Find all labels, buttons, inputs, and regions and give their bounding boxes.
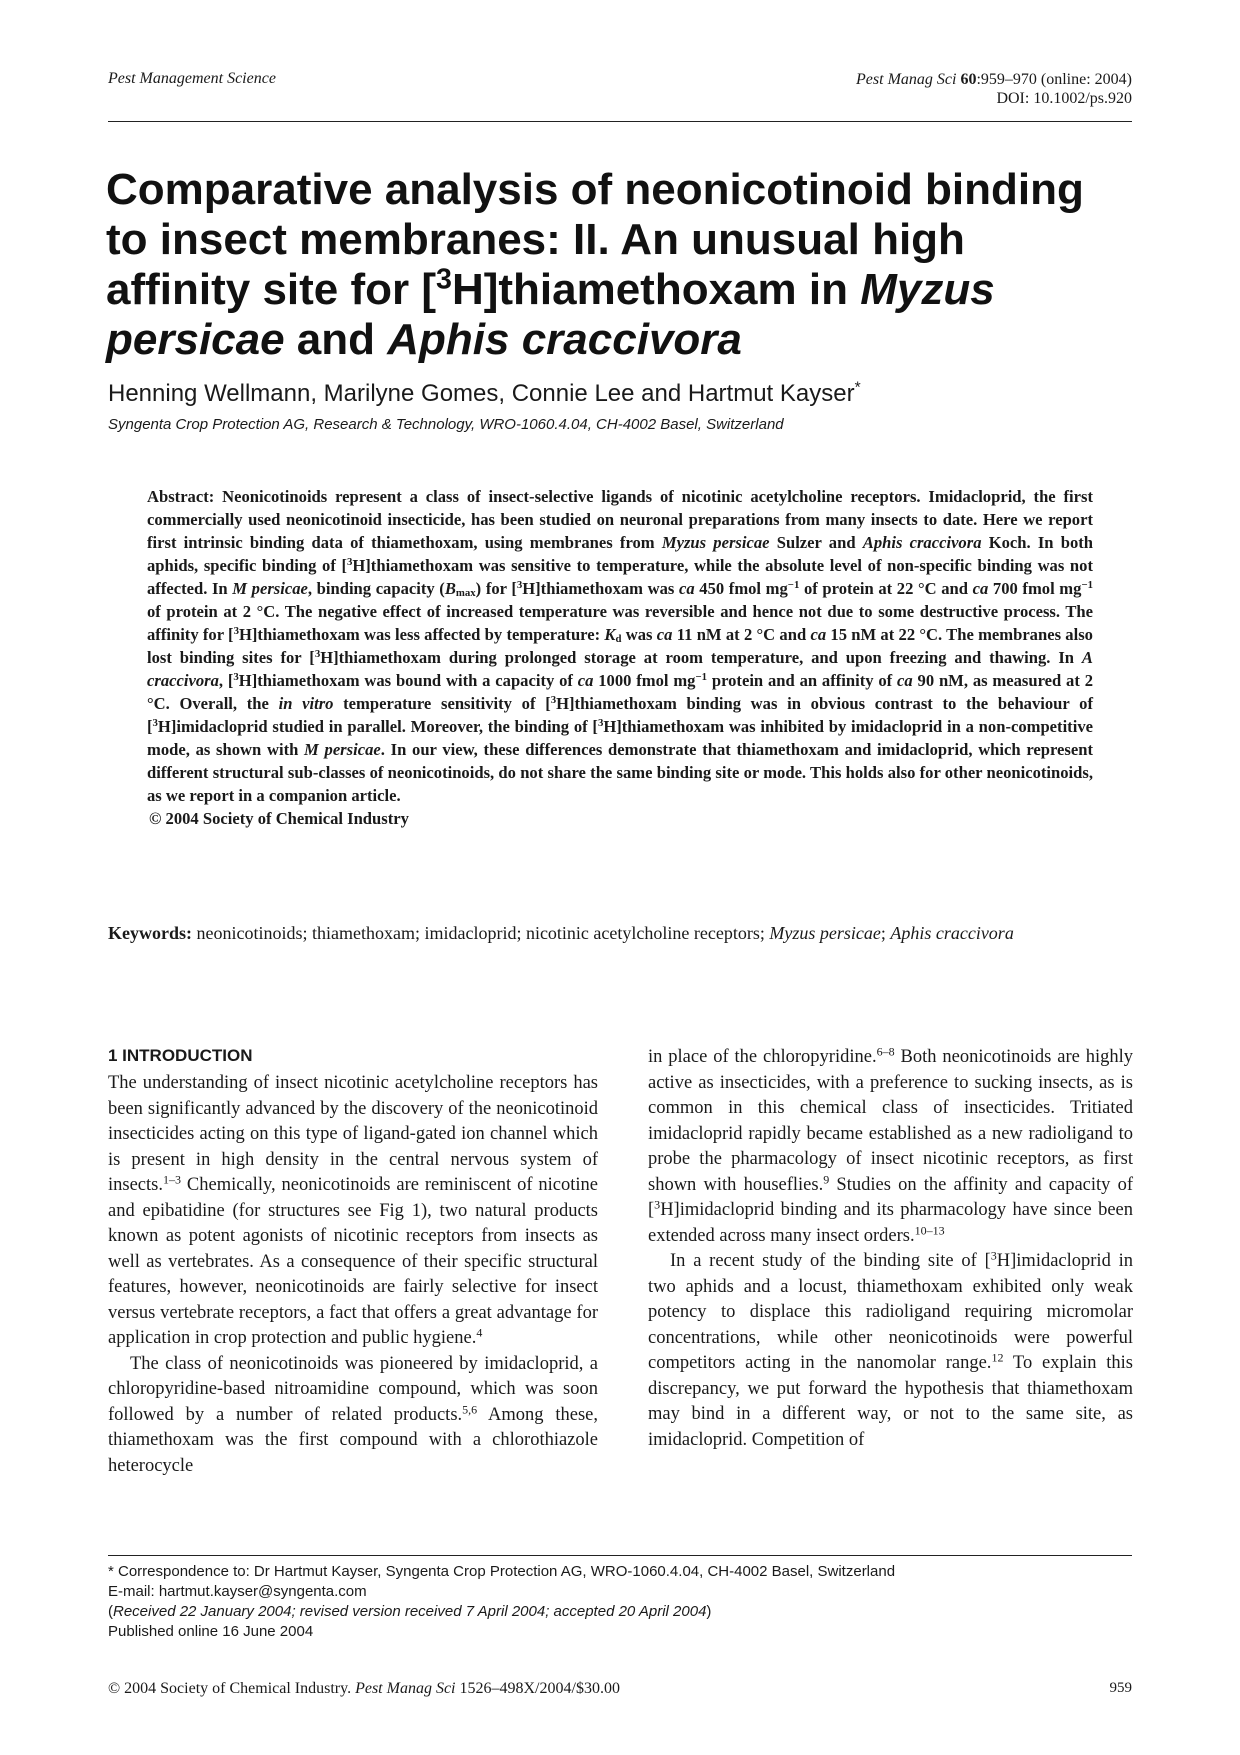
species-name: M persicae — [304, 740, 381, 759]
received-text: Received 22 January 2004; revised version received 7 April 2004; accepted 20 April 2004 — [113, 1603, 707, 1620]
isotope-superscript: 3 — [152, 717, 158, 730]
isotope-superscript: 3 — [233, 671, 239, 684]
abstract-text: of protein at 22 °C and — [799, 579, 973, 598]
reference: 12 — [991, 1350, 1004, 1365]
reference: 10–13 — [914, 1222, 945, 1237]
keyword-species: Myzus persicae — [769, 923, 881, 943]
body-column-right — [648, 1045, 1133, 1453]
article-title — [106, 165, 1136, 365]
abstract-text: Koch. In both aphids, specific binding of [ — [147, 533, 1094, 575]
abstract-text: H]imidacloprid studied in parallel. Moreover, the binding of [ — [157, 717, 598, 736]
abstract-text: 90 nM, as measured at 2 °C. Overall, the — [147, 671, 1094, 713]
reference: 5,6 — [462, 1401, 478, 1416]
body-text: H]imidacloprid in two aphids and a locust, thiamethoxam exhibited only weak potency to displace this radioligand requiring micromolar concentrations, while other neonicotinoids were powerful competitors acting in the nanomolar range. — [648, 1251, 1133, 1373]
abstract-text: , binding capacity ( — [307, 579, 445, 598]
ca-abbrev: ca — [810, 625, 827, 644]
isotope-superscript: 3 — [516, 579, 523, 592]
ca-abbrev: ca — [678, 579, 695, 598]
isotope-superscript: 3 — [597, 717, 604, 730]
body-text: Chemically, neonicotinoids are reminiscent of nicotine and epibatidine (for structures see Fig 1), two natural products known as potent agonists of nicotinic receptors from insects as well as vertebrates. As a consequence of their specific structural features, however, neonicotinoids are fairly selective for insect versus vertebrate receptors, a fact that offers a great advantage for application in crop protection and public hygiene. — [108, 1175, 598, 1348]
running-head-journal: Pest Management Science — [108, 70, 276, 87]
abstract-text: H]thiamethoxam was inhibited by imidacloprid in a non-competitive mode, as shown with — [147, 717, 1093, 759]
paragraph — [108, 1071, 598, 1352]
ca-abbrev: ca — [972, 579, 989, 598]
isotope-superscript: 3 — [550, 694, 557, 707]
isotope-superscript: 3 — [346, 556, 353, 569]
title-species-2: Aphis craccivora — [387, 315, 742, 364]
exponent: −1 — [787, 579, 800, 592]
ca-abbrev: ca — [897, 671, 913, 690]
abstract-text: Neonicotinoids represent a class of insect-selective ligands of nicotinic acetylcholine receptors. Imidacloprid, the first commercially used neonicotinoid insecticide, has been studied on neuronal preparations from many insects to date. Here we report first intrinsic binding data of thiamethoxam, using membranes from — [147, 487, 1093, 552]
footer-journal: Pest Manag Sci — [355, 1680, 456, 1697]
abstract-body — [147, 485, 1093, 807]
reference: 4 — [476, 1325, 483, 1340]
abstract-text: H]thiamethoxam during prolonged storage at room temperature, and upon freezing and thawing. In — [320, 648, 1082, 667]
correspondence-mark: * — [854, 379, 861, 397]
ca-abbrev: ca — [656, 625, 673, 644]
reference: 6–8 — [876, 1044, 895, 1059]
email: E-mail: hartmut.kayser@syngenta.com — [108, 1583, 367, 1600]
abstract-text: H]thiamethoxam was sensitive to temperature, while the absolute level of non-specific binding was not affected. In — [147, 556, 1093, 598]
page-number: 959 — [1109, 1680, 1132, 1696]
footer-copyright — [108, 1680, 620, 1698]
body-text: The understanding of insect nicotinic acetylcholine receptors has been significantly advanced by the discovery of the neonicotinoid insecticides acting on this type of ligand-gated ion channel which is present in high density in the central nervous system of insects. — [108, 1073, 598, 1195]
species-name: Myzus persicae — [661, 533, 770, 552]
author-list: Henning Wellmann, Marilyne Gomes, Connie Lee and Hartmut Kayser — [108, 380, 855, 407]
paragraph — [108, 1352, 598, 1480]
species-name: A craccivora — [147, 648, 1093, 690]
paragraph — [648, 1045, 1133, 1249]
abstract-text: . In our view, these differences demonstrate that thiamethoxam and imidacloprid, which represent different structural sub-classes of neonicotinoids, do not share the same binding site or mode. This holds also for other neonicotinoids, as we report in a companion article. — [147, 740, 1093, 805]
abstract-text: 700 fmol mg — [988, 579, 1082, 598]
keywords — [108, 920, 1132, 946]
section-heading: 1 INTRODUCTION — [108, 1046, 253, 1065]
running-head-citation — [856, 70, 1132, 108]
abstract-text: ) for [ — [475, 579, 517, 598]
in-vitro-term: in vitro — [278, 694, 334, 713]
header-rule — [108, 121, 1132, 122]
title-line-3a: affinity site for [ — [106, 265, 437, 314]
isotope-superscript: 3 — [314, 648, 321, 661]
affiliation: Syngenta Crop Protection AG, Research & Technology, WRO-1060.4.04, CH-4002 Basel, Switzerland — [108, 416, 784, 433]
citation-journal: Pest Manag Sci — [856, 71, 957, 88]
abstract-text: , [ — [218, 671, 234, 690]
body-text: Among these, thiamethoxam was the first compound with a chlorothiazole heterocycle — [108, 1404, 598, 1476]
correspondence-mark: * — [108, 1563, 114, 1580]
abstract-text: H]thiamethoxam binding was in obvious contrast to the behaviour of [ — [147, 694, 1093, 736]
body-text: Studies on the affinity and capacity of [ — [648, 1174, 1133, 1220]
published-online: Published online 16 June 2004 — [108, 1623, 314, 1640]
footer-copyright-text: © 2004 Society of Chemical Industry. — [108, 1680, 356, 1697]
ca-abbrev: ca — [577, 671, 594, 690]
paren: ) — [706, 1603, 712, 1620]
kd-symbol: K — [604, 625, 616, 644]
abstract-text: 1000 fmol mg — [593, 671, 696, 690]
exponent: −1 — [695, 671, 708, 684]
title-species-epithet: persicae — [106, 315, 285, 364]
paren: ( — [108, 1603, 113, 1620]
isotope-superscript: 3 — [654, 1197, 661, 1212]
kd-subscript: d — [615, 633, 622, 646]
abstract-text: 15 nM at 22 °C. The membranes also lost binding sites for [ — [147, 625, 1093, 667]
abstract-text: temperature sensitivity of [ — [333, 694, 551, 713]
doi: DOI: 10.1002/ps.920 — [996, 90, 1132, 107]
title-superscript: 3 — [436, 263, 452, 296]
reference: 9 — [823, 1171, 830, 1186]
abstract-text: of protein at 2 °C. The negative effect of increased temperature was reversible and hence not due to some destructive process. The affinity for [ — [147, 602, 1093, 644]
footnote-rule — [108, 1555, 1132, 1556]
body-text: Both neonicotinoids are highly active as insecticides, with a preference to sucking insects, as is common in this chemical class of insecticides. Tritiated imidacloprid rapidly became established as a new radioligand to probe the pharmacology of insect nicotinic receptors, as first shown with houseflies. — [648, 1047, 1133, 1195]
abstract-copyright: © 2004 Society of Chemical Industry — [149, 809, 409, 828]
bmax-symbol: B — [444, 579, 456, 598]
bmax-subscript: max — [455, 587, 476, 600]
abstract-text: H]thiamethoxam was — [522, 579, 679, 598]
keyword-species: Aphis craccivora — [890, 923, 1014, 943]
exponent: −1 — [1081, 579, 1093, 592]
body-text: The class of neonicotinoids was pioneered by imidacloprid, a chloropyridine-based nitroamidine compound, which was soon followed by a number of related products. — [108, 1353, 598, 1425]
paragraph — [648, 1249, 1133, 1453]
correspondence-note — [108, 1562, 1132, 1582]
abstract-text: 11 nM at 2 °C and — [672, 625, 811, 644]
authors — [108, 380, 861, 408]
species-name: Aphis craccivora — [862, 533, 982, 552]
body-column-left — [108, 1045, 598, 1479]
title-and: and — [284, 315, 388, 364]
footnotes — [108, 1562, 1132, 1642]
citation-pages: :959–970 (online: 2004) — [976, 71, 1132, 88]
species-name: M persicae — [232, 579, 308, 598]
correspondence-text: Correspondence to: Dr Hartmut Kayser, Syngenta Crop Protection AG, WRO-1060.4.04, CH-4002 Basel, Switzerland — [113, 1563, 896, 1580]
abstract-text: protein and an affinity of — [707, 671, 898, 690]
keywords-separator: ; — [880, 923, 891, 943]
abstract-text: was — [621, 625, 657, 644]
body-text: H]imidacloprid binding and its pharmacology have since been extended across many insect orders. — [648, 1200, 1133, 1246]
body-text: To explain this discrepancy, we put forward the hypothesis that thiamethoxam may bind in a different way, or not to the same site, as imidacloprid. Competition of — [648, 1353, 1134, 1450]
title-line-3b: H]thiamethoxam in — [451, 265, 861, 314]
abstract — [147, 485, 1093, 830]
title-species-genus: Myzus — [860, 265, 995, 314]
received-dates — [108, 1602, 1132, 1622]
citation-volume: 60 — [960, 71, 977, 88]
abstract-text: Sulzer and — [769, 533, 863, 552]
title-line-1: Comparative analysis of neonicotinoid binding — [106, 165, 1084, 214]
abstract-text: H]thiamethoxam was bound with a capacity of — [238, 671, 578, 690]
keywords-label: Keywords: — [108, 923, 192, 943]
isotope-superscript: 3 — [990, 1248, 997, 1263]
body-text: in place of the chloropyridine. — [648, 1047, 877, 1067]
keywords-list: neonicotinoids; thiamethoxam; imidacloprid; nicotinic acetylcholine receptors; — [192, 923, 770, 943]
title-line-2: to insect membranes: II. An unusual high — [106, 215, 965, 264]
body-text: In a recent study of the binding site of [ — [670, 1251, 991, 1271]
reference: 1–3 — [162, 1172, 182, 1187]
abstract-label: Abstract: — [147, 487, 215, 506]
abstract-text: H]thiamethoxam was less affected by temperature: — [238, 625, 605, 644]
abstract-text: 450 fmol mg — [694, 579, 788, 598]
isotope-superscript: 3 — [233, 625, 239, 638]
footer-issn: 1526–498X/2004/$30.00 — [455, 1680, 620, 1697]
